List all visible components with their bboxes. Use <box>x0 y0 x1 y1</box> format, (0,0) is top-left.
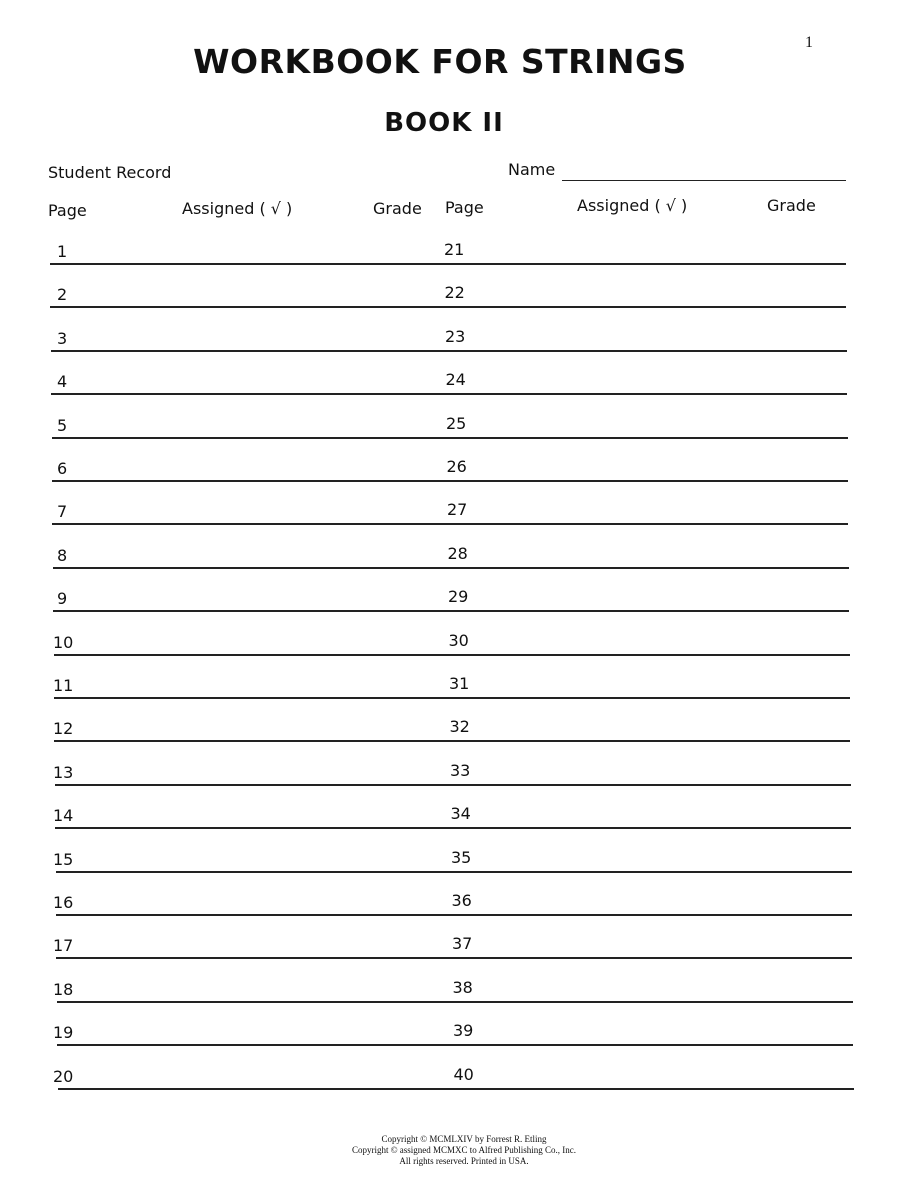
header-grade-right: Grade <box>767 196 816 215</box>
row-page-number-right: 25 <box>446 413 467 433</box>
row-page-number-left: 10 <box>53 632 74 652</box>
record-row-line[interactable] <box>54 739 850 742</box>
row-page-number-left: 4 <box>57 372 68 392</box>
record-row-line[interactable] <box>50 262 846 265</box>
row-page-number-left: 17 <box>53 936 74 956</box>
row-page-number-left: 14 <box>53 806 74 826</box>
record-row-line[interactable] <box>54 696 850 699</box>
row-page-number-left: 7 <box>57 502 68 522</box>
record-row-line[interactable] <box>56 913 852 916</box>
row-page-number-right: 34 <box>450 804 471 824</box>
copyright-notice <box>0 1134 900 1167</box>
row-page-number-right: 35 <box>451 847 472 867</box>
row-page-number-left: 3 <box>57 328 68 348</box>
header-page-right: Page <box>445 198 484 217</box>
row-page-number-left: 20 <box>53 1066 74 1086</box>
header-assigned-left: Assigned ( √ ) <box>182 199 293 218</box>
row-page-number-left: 8 <box>57 545 68 565</box>
row-page-number-left: 16 <box>53 893 74 912</box>
row-page-number-right: 22 <box>444 283 465 303</box>
row-page-number-right: 23 <box>445 326 466 346</box>
row-page-number-right: 31 <box>449 674 470 693</box>
name-label: Name <box>508 160 556 179</box>
record-row-line[interactable] <box>56 870 852 873</box>
row-page-number-right: 38 <box>452 977 473 997</box>
row-page-number-right: 27 <box>447 500 468 520</box>
row-page-number-right: 37 <box>452 934 473 954</box>
row-page-number-left: 12 <box>53 719 74 739</box>
record-row-line[interactable] <box>51 349 847 352</box>
record-row-line[interactable] <box>53 609 849 612</box>
page-number: 1 <box>805 34 813 51</box>
record-row-line[interactable] <box>50 305 846 308</box>
header-grade-left: Grade <box>373 199 422 218</box>
row-page-number-left: 1 <box>57 242 68 261</box>
row-page-number-right: 33 <box>450 760 471 780</box>
row-page-number-left: 6 <box>57 459 68 478</box>
row-page-number-right: 36 <box>451 891 472 910</box>
header-page-left: Page <box>48 201 87 220</box>
row-page-number-left: 19 <box>53 1023 74 1043</box>
record-row-line[interactable] <box>53 566 849 569</box>
row-page-number-right: 39 <box>453 1021 474 1041</box>
name-field-line[interactable] <box>562 180 846 181</box>
record-row-line[interactable] <box>56 956 852 959</box>
row-page-number-right: 24 <box>445 370 466 390</box>
record-row-line[interactable] <box>52 479 848 482</box>
header-assigned-right: Assigned ( √ ) <box>577 196 688 215</box>
record-row-line[interactable] <box>52 522 848 525</box>
copyright-line-2: Copyright © assigned MCMXC to Alfred Publishing Co., Inc. <box>351 1145 577 1155</box>
row-page-number-left: 11 <box>53 676 74 695</box>
row-page-number-left: 18 <box>53 979 74 999</box>
row-page-number-left: 9 <box>57 589 68 609</box>
copyright-line-3: All rights reserved. Printed in USA. <box>399 1156 529 1166</box>
row-page-number-right: 26 <box>446 457 467 476</box>
record-row-line[interactable] <box>58 1087 854 1090</box>
copyright-line-1: Copyright © MCMLXIV by Forrest R. Etling <box>381 1134 547 1144</box>
student-record-label: Student Record <box>48 163 172 182</box>
record-row-line[interactable] <box>52 436 848 439</box>
row-page-number-right: 29 <box>448 587 469 607</box>
row-page-number-left: 13 <box>53 762 74 782</box>
row-page-number-right: 30 <box>448 630 469 650</box>
record-row-line[interactable] <box>54 653 850 656</box>
row-page-number-right: 32 <box>449 717 470 737</box>
record-row-line[interactable] <box>57 1000 853 1003</box>
row-page-number-right: 28 <box>447 543 468 563</box>
row-page-number-left: 5 <box>57 415 68 435</box>
row-page-number-left: 15 <box>53 849 74 869</box>
row-page-number-left: 2 <box>57 285 68 305</box>
row-page-number-right: 40 <box>453 1064 474 1084</box>
record-row-line[interactable] <box>57 1043 853 1046</box>
page-title: WORKBOOK FOR STRINGS <box>193 42 687 81</box>
page-subtitle: BOOK II <box>384 108 504 138</box>
record-row-line[interactable] <box>51 392 847 395</box>
row-page-number-right: 21 <box>444 240 465 259</box>
record-row-line[interactable] <box>55 783 851 786</box>
record-row-line[interactable] <box>55 826 851 829</box>
